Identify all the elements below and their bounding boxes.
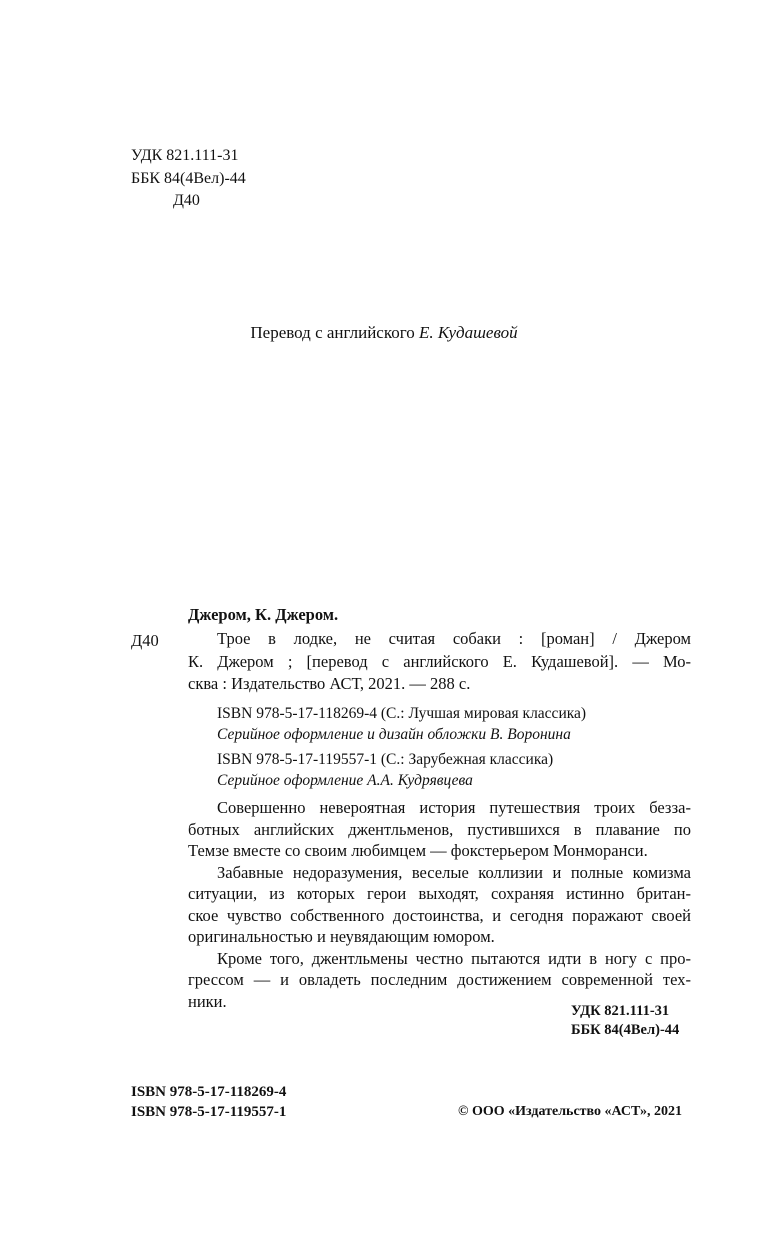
footer-classification [571,1002,679,1040]
translation-credit [0,322,768,344]
copyright-notice: © ООО «Издательство «АСТ», 2021 [458,1104,683,1119]
bibliographic-description [188,628,691,696]
design-credit: Серийное оформление и дизайн обложки В. Воронина [217,726,571,743]
annotation-line: Темзе вместе со своим любимцем — фокстерьером Монморанси. [188,841,648,860]
author-sign-code: Д40 [173,192,200,209]
translation-prefix: Перевод с английского [250,323,415,342]
udk-code: УДК 821.111-31 [131,147,239,164]
annotation-line: ботных английских джентльменов, пустившихся в плавание по [188,819,691,839]
translator-name: Е. Кудашевой [419,323,518,342]
author-heading: Джером, К. Джером. [188,605,339,624]
footer-isbn-block [131,1082,286,1122]
isbn-series-line: ISBN 978-5-17-119557-1 (С.: Зарубежная классика) [217,751,554,768]
isbn-entry [217,703,586,745]
annotation-line: Кроме того, джентльмены честно пытаются идти в ногу с про- [217,948,691,968]
annotation-line: оригинальностью и неувядающим юмором. [188,927,495,946]
isbn-entry [217,749,553,791]
annotation-line: Забавные недоразумения, веселые коллизии и полные комизма [217,862,691,882]
description-line: К. Джером ; [перевод с английского Е. Кудашевой]. — Мо- [188,651,691,671]
annotation-line: ситуации, из которых герои выходят, сохраняя истинно британ- [188,884,691,903]
footer-udk-code: УДК 821.111-31 [571,1003,670,1019]
footer-isbn: ISBN 978-5-17-118269-4 [131,1084,287,1100]
classification-block [131,145,246,213]
annotation-line: ское чувство собственного достоинства, и сегодня поражают своей [188,905,691,925]
annotation-line: грессом — и овладеть последним достижением современной тех- [188,970,691,989]
annotation [188,797,691,1012]
bbk-code: ББК 84(4Вел)-44 [131,169,246,187]
description-line: Трое в лодке, не считая собаки : [роман] / Джером [217,629,691,648]
annotation-line: ники. [188,991,227,1011]
footer-isbn: ISBN 978-5-17-119557-1 [131,1104,287,1120]
annotation-line: Совершенно невероятная история путешествия троих безза- [217,798,691,817]
description-line: сква : Издательство АСТ, 2021. — 288 с. [188,674,471,693]
design-credit: Серийное оформление А.А. Кудрявцева [217,772,473,789]
footer-bbk-code: ББК 84(4Вел)-44 [571,1022,680,1038]
isbn-series-line: ISBN 978-5-17-118269-4 (С.: Лучшая мировая классика) [217,705,587,722]
record-author-sign: Д40 [131,631,159,650]
